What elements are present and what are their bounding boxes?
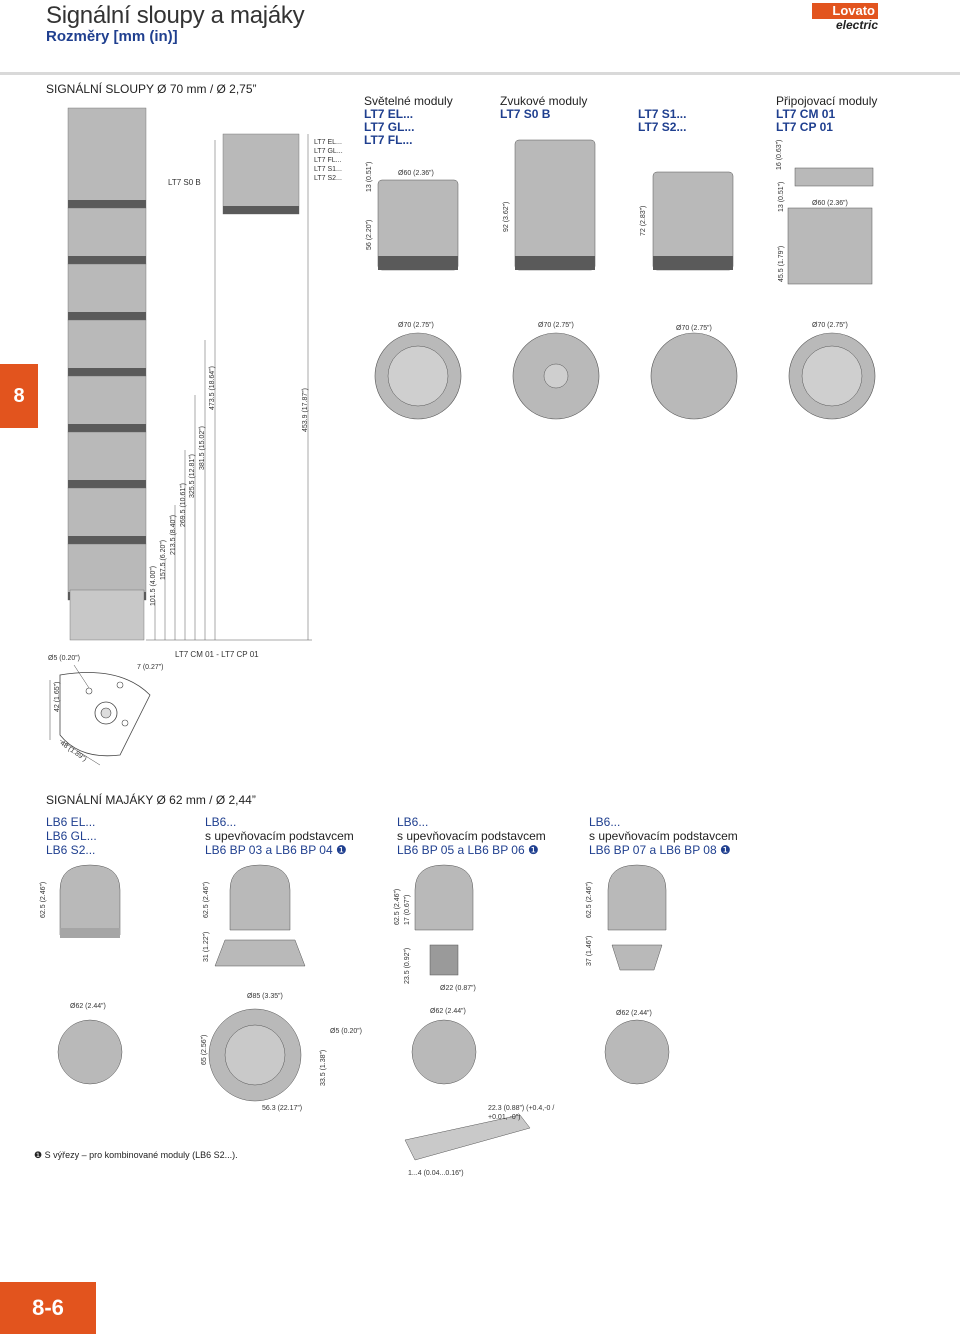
- module-heading: Připojovací moduly: [776, 94, 878, 108]
- height-label: 157.5 (6.20”): [160, 539, 167, 580]
- module-dim: Ø60 (2.36”): [812, 200, 848, 207]
- module-code: LT7 EL...: [364, 107, 414, 121]
- module-code: LT7 CM 01: [776, 107, 836, 121]
- module-heading: Zvukové moduly: [500, 94, 588, 108]
- beacon-dim: Ø62 (2.44”): [430, 1008, 466, 1015]
- beacon-dim: 33.5 (1.38”): [320, 1049, 327, 1086]
- beacon-dim: 62.5 (2.46”): [40, 881, 47, 918]
- total-height-label: 453.9 (17.87”): [302, 388, 309, 432]
- beacon-line: LB6 BP 05 a LB6 BP 06 ❶: [397, 843, 539, 857]
- base-label: LT7 CM 01 - LT7 CP 01: [175, 650, 259, 659]
- beacon-dim: 62.5 (2.46”): [394, 888, 401, 925]
- base-r7-label: 7 (0.27”): [137, 664, 164, 671]
- module-diameter: Ø70 (2.75”): [538, 322, 574, 329]
- logo-sub: electric: [835, 18, 878, 32]
- beacon-dim: Ø62 (2.44”): [70, 1003, 106, 1010]
- beacon-line: LB6...: [205, 815, 237, 829]
- beacon-dim: 56.3 (22.17”): [262, 1105, 303, 1112]
- height-label: 101.5 (4.00”): [150, 565, 157, 606]
- beacon-dim: 65 (2.56”): [201, 1034, 208, 1065]
- base-d42-label: 42 (1.65”): [54, 681, 61, 712]
- beacon-line: LB6...: [589, 815, 621, 829]
- type-item: LT7 S1...: [314, 166, 342, 173]
- beacon-slot-dim: 22.3 (0.88”) (+0.4,-0 / +0.01, -0”): [488, 1105, 555, 1121]
- beacon-dim: Ø5 (0.20”): [330, 1028, 362, 1035]
- type-item: LT7 EL...: [314, 139, 342, 146]
- module-diameter: Ø70 (2.75”): [812, 322, 848, 329]
- beacon-line: LB6 S2...: [46, 843, 96, 857]
- module-code: LT7 GL...: [364, 120, 415, 134]
- module-code: LT7 FL...: [364, 133, 413, 147]
- page-number: 8-6: [0, 1282, 96, 1334]
- beacon-dim: Ø85 (3.35”): [247, 993, 283, 1000]
- beacon-line: LB6 BP 07 a LB6 BP 08 ❶: [589, 843, 731, 857]
- module-dim: 45.5 (1.79”): [778, 245, 785, 282]
- module-dim: 13 (0.51”): [366, 161, 373, 192]
- type-item: LT7 S2...: [314, 175, 342, 182]
- module-dim: 56 (2.20”): [366, 219, 373, 250]
- type-item: LT7 GL...: [314, 148, 343, 155]
- beacon-line: s upevňovacím podstavcem: [589, 829, 738, 843]
- beacon-line: LB6...: [397, 815, 429, 829]
- beacon-dim: Ø22 (0.87”): [440, 985, 476, 992]
- page-subtitle: Rozměry [mm (in)]: [46, 28, 178, 45]
- beacon-dim: 23.5 (0.92”): [404, 947, 411, 984]
- module-heading: Světelné moduly: [364, 94, 453, 108]
- beacon-line: s upevňovacím podstavcem: [397, 829, 546, 843]
- chapter-tab: 8: [0, 364, 38, 428]
- module-diameter: Ø70 (2.75”): [676, 325, 712, 332]
- module-diameter: Ø70 (2.75”): [398, 322, 434, 329]
- beacon-dim: 62.5 (2.46”): [203, 881, 210, 918]
- module-code: LT7 S1...: [638, 107, 687, 121]
- base-d48-label: 48 (1.89”): [58, 739, 88, 764]
- height-label: 213.5 (8.40”): [170, 514, 177, 555]
- footnote: ❶ S výřezy – pro kombinované moduly (LB6 S2...).: [34, 1150, 238, 1160]
- beacon-line: LB6 GL...: [46, 829, 97, 843]
- height-label: 269.5 (10.61”): [180, 483, 187, 527]
- beacon-dim: 62.5 (2.46”): [586, 881, 593, 918]
- beacons-heading: SIGNÁLNÍ MAJÁKY Ø 62 mm / Ø 2,44”: [46, 793, 256, 807]
- beacon-dim: Ø62 (2.44”): [616, 1010, 652, 1017]
- module-code: LT7 S2...: [638, 120, 687, 134]
- label-s0b: LT7 S0 B: [168, 178, 201, 187]
- beacon-line: LB6 EL...: [46, 815, 96, 829]
- beacon-dim: 37 (1.46”): [586, 935, 593, 966]
- logo-brand: Lovato: [812, 3, 878, 19]
- beacon-dim: 17 (0.67”): [404, 894, 411, 925]
- height-label: 381.5 (15.02”): [199, 426, 206, 470]
- height-label: 325.5 (12.81”): [189, 454, 196, 498]
- type-item: LT7 FL...: [314, 157, 342, 164]
- beacon-thickness-dim: 1...4 (0.04...0.16”): [408, 1170, 464, 1177]
- beacon-dim: 31 (1.22”): [203, 931, 210, 962]
- module-dim: 92 (3.62”): [503, 201, 510, 232]
- module-code: LT7 CP 01: [776, 120, 833, 134]
- beacon-line: s upevňovacím podstavcem: [205, 829, 354, 843]
- module-dim: 13 (0.51”): [778, 181, 785, 212]
- module-code: LT7 S0 B: [500, 107, 551, 121]
- module-dim: 72 (2.83”): [640, 205, 647, 236]
- module-dim: 16 (0.63”): [776, 139, 783, 170]
- columns-heading: SIGNÁLNÍ SLOUPY Ø 70 mm / Ø 2,75”: [46, 82, 257, 96]
- base-hole-label: Ø5 (0.20”): [48, 655, 80, 662]
- height-label: 473.5 (18.64”): [209, 366, 216, 410]
- module-dim: Ø60 (2.36”): [398, 170, 434, 177]
- beacon-line: LB6 BP 03 a LB6 BP 04 ❶: [205, 843, 347, 857]
- page-title: Signální sloupy a majáky: [46, 2, 305, 29]
